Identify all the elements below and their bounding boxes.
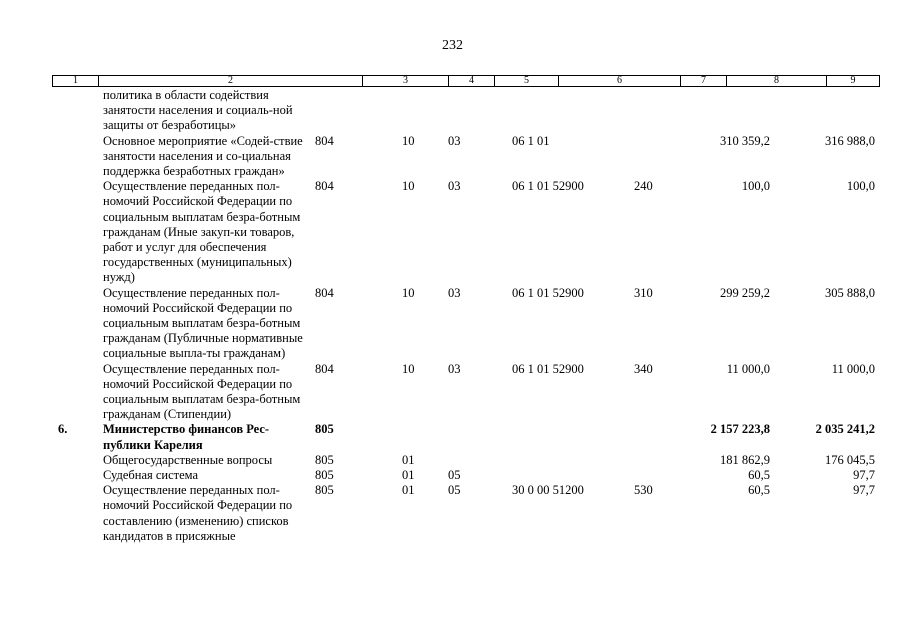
section-code: 10 — [402, 285, 415, 300]
target-item-code: 06 1 01 52900 — [512, 285, 584, 300]
subsection-code: 03 — [448, 179, 461, 194]
item-name: Основное мероприятие «Содей-ствие занятости населения и со-циальная поддержка безработных граждан» — [103, 133, 303, 179]
header-cell-9: 9 — [850, 75, 856, 86]
expense-type-code: 530 — [634, 483, 653, 498]
table-row — [0, 286, 905, 362]
amount-year-2: 11 000,0 — [831, 361, 875, 376]
amount-year-2: 97,7 — [853, 483, 875, 498]
amount-year-2: 100,0 — [846, 179, 875, 194]
subsection-code: 03 — [448, 285, 461, 300]
subsection-code: 03 — [448, 361, 461, 376]
expense-type-code: 310 — [634, 285, 653, 300]
expense-type-code: 340 — [634, 361, 653, 376]
amount-year-1: 100,0 — [741, 179, 770, 194]
ministry-code: 804 — [315, 361, 334, 376]
table-row — [0, 88, 905, 134]
header-cell-2: 2 — [99, 76, 363, 86]
row-number: 6. — [58, 422, 68, 437]
table-row — [0, 362, 905, 423]
item-name: Судебная система — [103, 468, 199, 483]
expense-type-code: 240 — [634, 179, 653, 194]
amount-year-1: 310 359,2 — [720, 133, 770, 148]
table-row — [0, 468, 905, 483]
header-cell-3: 3 — [363, 76, 449, 86]
table-row — [0, 483, 905, 544]
amount-year-1: 299 259,2 — [720, 285, 770, 300]
table-header-row — [52, 75, 880, 87]
amount-year-2: 2 035 241,2 — [815, 422, 875, 437]
amount-year-2: 305 888,0 — [825, 285, 875, 300]
page-number: 232 — [442, 38, 463, 53]
item-name: Осуществление переданных пол-номочий Российской Федерации по социальным выплатам безра-ботным гражданам (Публичные нормативные социальные выпла-ты гражданам) — [103, 285, 303, 361]
amount-year-1: 60,5 — [748, 468, 770, 483]
header-cell-8: 8 — [727, 76, 827, 86]
ministry-code: 804 — [315, 133, 334, 148]
header-cell-1: 1 — [53, 76, 99, 86]
amount-year-2: 97,7 — [853, 468, 875, 483]
table-row — [0, 179, 905, 285]
amount-year-2: 176 045,5 — [825, 452, 875, 467]
ministry-code: 805 — [315, 422, 334, 437]
target-item-code: 06 1 01 52900 — [512, 179, 584, 194]
ministry-code: 804 — [315, 285, 334, 300]
subsection-code: 05 — [448, 483, 461, 498]
ministry-code: 805 — [315, 483, 334, 498]
amount-year-1: 181 862,9 — [720, 452, 770, 467]
table-row — [0, 422, 905, 452]
item-name: Общегосударственные вопросы — [103, 452, 273, 467]
amount-year-1: 2 157 223,8 — [710, 422, 770, 437]
section-code: 10 — [402, 133, 415, 148]
header-cell-5: 5 — [495, 76, 559, 86]
header-cell-7: 7 — [681, 76, 727, 86]
section-code: 01 — [402, 452, 415, 467]
ministry-code: 805 — [315, 452, 334, 467]
item-name: Осуществление переданных пол-номочий Российской Федерации по социальным выплатам безра-ботным гражданам (Иные закуп-ки товаров, работ и услуг для обеспечения государственных (муниципальных) нужд) — [103, 179, 301, 285]
target-item-code: 06 1 01 — [512, 133, 550, 148]
ministry-code: 805 — [315, 468, 334, 483]
target-item-code: 06 1 01 52900 — [512, 361, 584, 376]
amount-year-2: 316 988,0 — [825, 133, 875, 148]
table-body — [0, 88, 905, 544]
section-code: 10 — [402, 179, 415, 194]
amount-year-1: 60,5 — [748, 483, 770, 498]
item-name: политика в области содействия занятости населения и социаль-ной защиты от безработицы» — [103, 88, 293, 133]
subsection-code: 03 — [448, 133, 461, 148]
header-cell-6: 6 — [559, 76, 681, 86]
table-row — [0, 134, 905, 180]
target-item-code: 30 0 00 51200 — [512, 483, 584, 498]
item-name: Осуществление переданных пол-номочий Российской Федерации по социальным выплатам безра-ботным гражданам (Стипендии) — [103, 361, 301, 422]
section-code: 01 — [402, 468, 415, 483]
item-name: Осуществление переданных пол-номочий Российской Федерации по составлению (изменению) списков кандидатов в присяжные — [103, 483, 293, 543]
section-code: 10 — [402, 361, 415, 376]
amount-year-1: 11 000,0 — [726, 361, 770, 376]
section-code: 01 — [402, 483, 415, 498]
item-name: Министерство финансов Рес-публики Карелия — [103, 422, 270, 452]
header-cell-4: 4 — [449, 76, 495, 86]
table-row — [0, 453, 905, 468]
subsection-code: 05 — [448, 468, 461, 483]
ministry-code: 804 — [315, 179, 334, 194]
